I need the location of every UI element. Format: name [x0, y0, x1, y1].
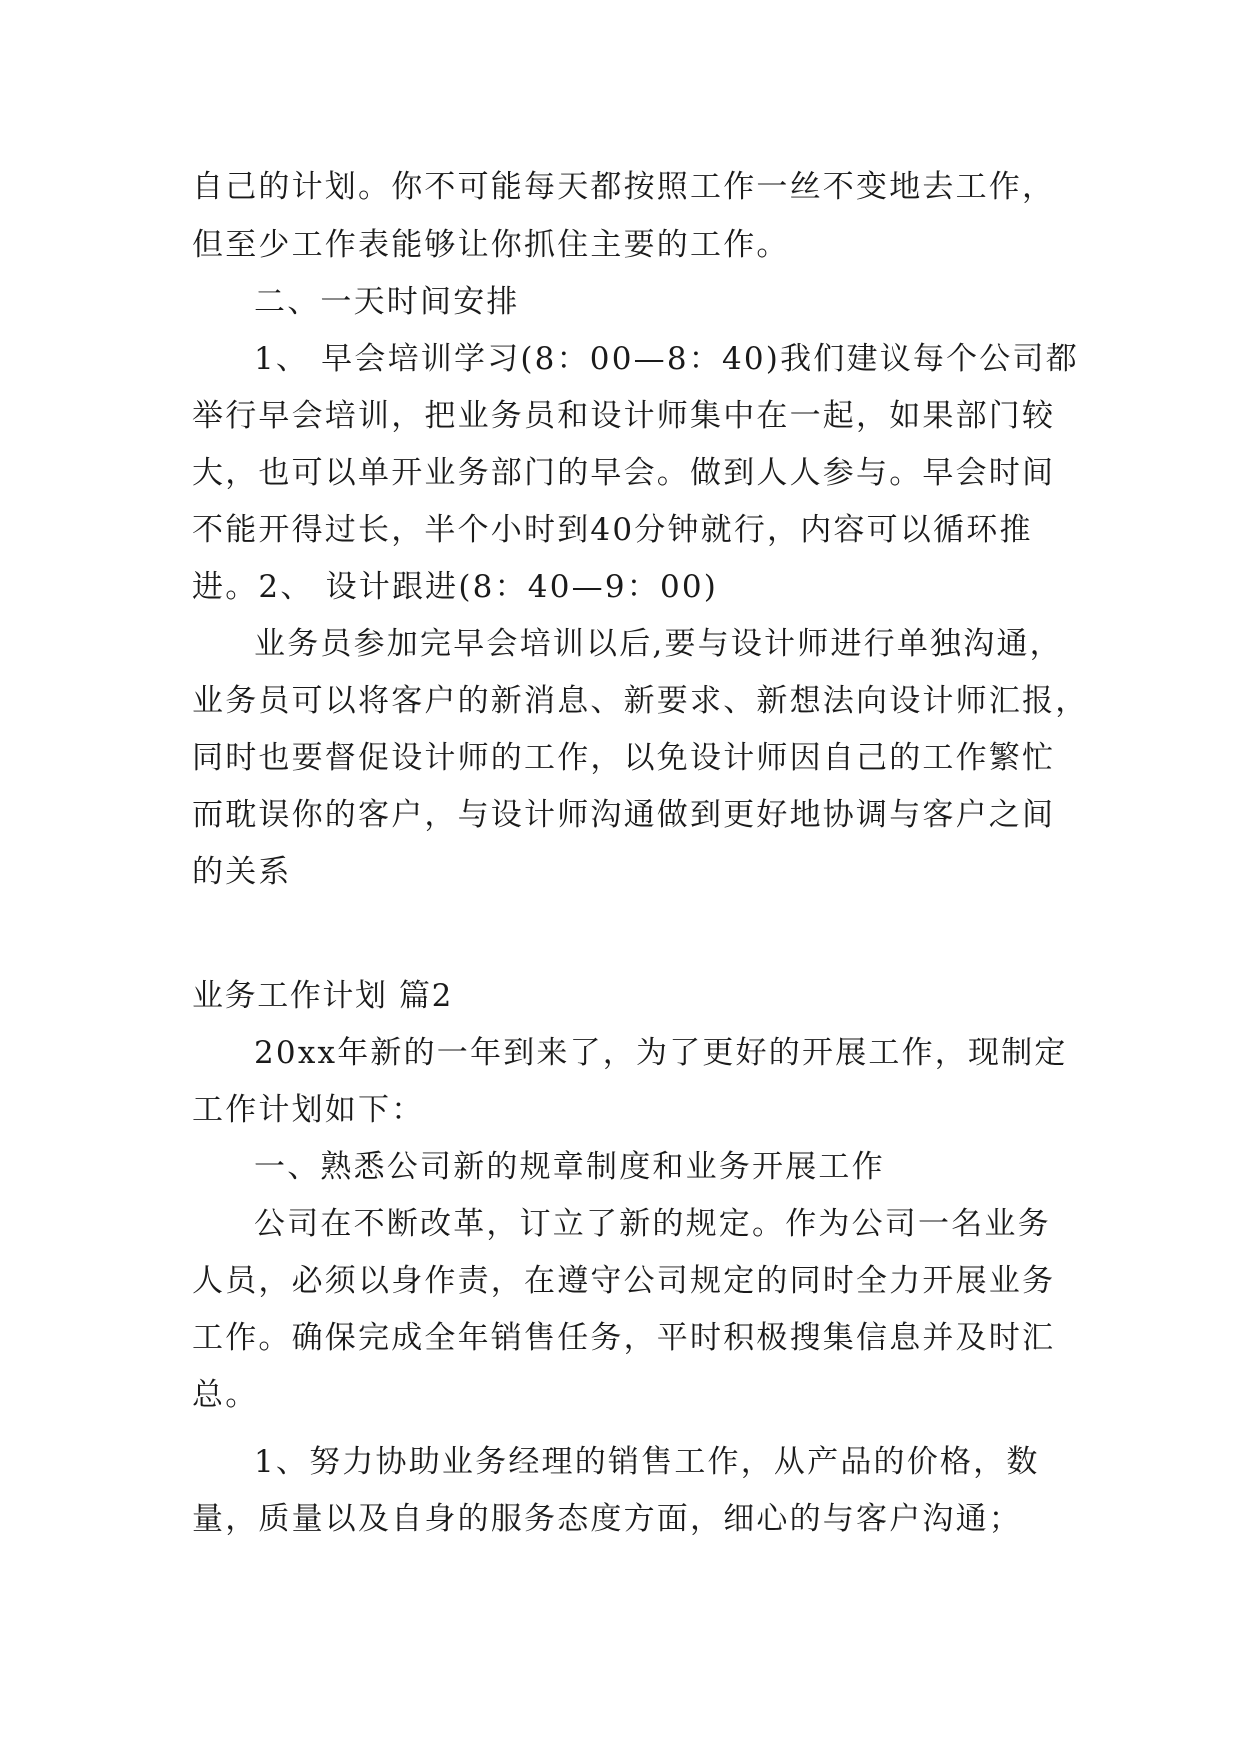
- paragraph-line: 业务员可以将客户的新消息、新要求、新想法向设计师汇报，: [192, 683, 1089, 719]
- paragraph-line: 人员，必须以身作责，在遵守公司规定的同时全力开展业务: [192, 1263, 1056, 1299]
- paragraph-line: 举行早会培训，把业务员和设计师集中在一起，如果部门较: [192, 398, 1056, 434]
- paragraph-line: 1、努力协助业务经理的销售工作，从产品的价格，数: [254, 1444, 1040, 1480]
- paragraph-line: 但至少工作表能够让你抓住主要的工作。: [192, 227, 790, 263]
- paragraph-line: 1、 早会培训学习(8：00—8：40)我们建议每个公司都: [254, 341, 1079, 377]
- paragraph-line: 而耽误你的客户，与设计师沟通做到更好地协调与客户之间: [192, 797, 1056, 833]
- paragraph-line: 大，也可以单开业务部门的早会。做到人人参与。早会时间: [192, 455, 1056, 491]
- paragraph-line: 工作。确保完成全年销售任务，平时积极搜集信息并及时汇: [192, 1320, 1056, 1356]
- paragraph-line: 自己的计划。你不可能每天都按照工作一丝不变地去工作，: [192, 169, 1056, 205]
- paragraph-line: 工作计划如下：: [192, 1092, 425, 1128]
- paragraph-line: 的关系: [192, 854, 292, 890]
- paragraph-line: 量，质量以及自身的服务态度方面，细心的与客户沟通；: [192, 1501, 1022, 1537]
- section-heading: 一、熟悉公司新的规章制度和业务开展工作: [254, 1149, 885, 1185]
- section-heading: 二、一天时间安排: [254, 284, 520, 320]
- article-title: 业务工作计划 篇2: [192, 978, 453, 1014]
- paragraph-line: 同时也要督促设计师的工作，以免设计师因自己的工作繁忙: [192, 740, 1056, 776]
- paragraph-line: 业务员参加完早会培训以后,要与设计师进行单独沟通，: [254, 626, 1063, 662]
- paragraph-line: 20xx年新的一年到来了，为了更好的开展工作，现制定: [254, 1035, 1068, 1071]
- paragraph-line: 进。2、 设计跟进(8：40—9：00): [192, 569, 719, 605]
- paragraph-line: 公司在不断改革，订立了新的规定。作为公司一名业务: [254, 1206, 1051, 1242]
- paragraph-line: 不能开得过长，半个小时到40分钟就行，内容可以循环推: [192, 512, 1033, 548]
- paragraph-line: 总。: [192, 1377, 259, 1413]
